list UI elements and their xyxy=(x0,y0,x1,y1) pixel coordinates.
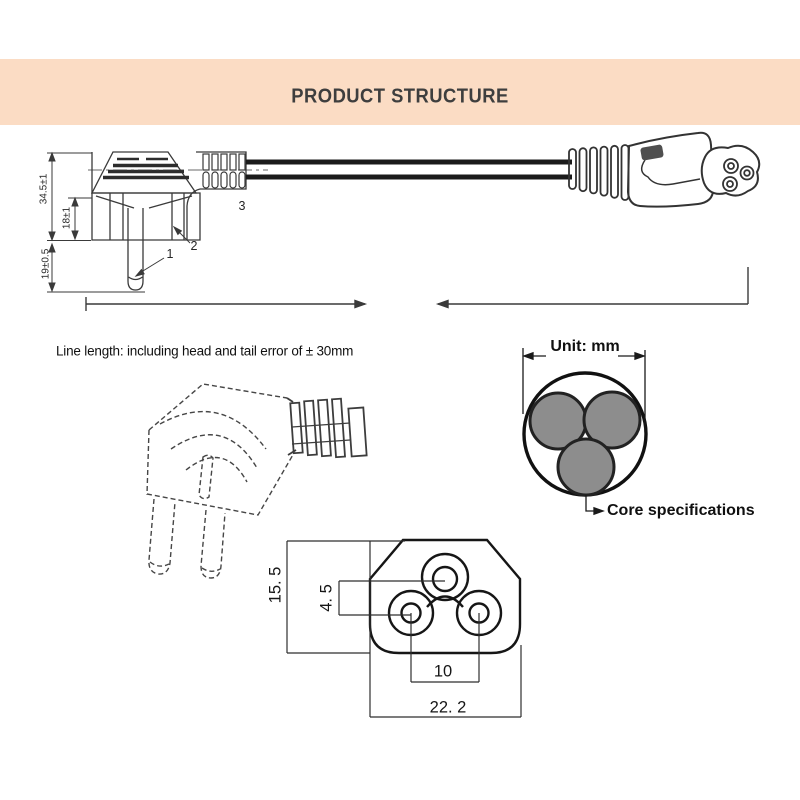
unit-label: Unit: mm xyxy=(550,338,620,355)
cable-lines xyxy=(246,162,572,177)
core-wire xyxy=(558,439,614,495)
dim-pin-length: 19±0.5 xyxy=(40,248,52,280)
sketch-strain-relief xyxy=(287,398,367,457)
length-note: Line length: including head and tail error of ± 30mm xyxy=(56,343,354,359)
length-dimension-line xyxy=(86,267,748,311)
c5-face-drawing xyxy=(370,540,520,653)
plug-3d-sketch xyxy=(147,384,294,578)
part-label-body: 2 xyxy=(190,239,198,253)
dim-face-height: 15. 5 xyxy=(266,566,285,604)
connector-label-patch xyxy=(640,144,664,161)
part-label-strain-relief: 3 xyxy=(238,199,246,213)
dim-pin-offset: 4. 5 xyxy=(317,584,336,612)
dim-face-width: 22. 2 xyxy=(429,698,467,717)
part-label-pin: 1 xyxy=(166,247,174,261)
dim-body-height: 18±1 xyxy=(61,206,73,230)
c5-connector-side-view xyxy=(569,133,759,207)
core-specifications-label: Core specifications xyxy=(607,502,755,519)
dim-overall-height: 34.5±1 xyxy=(38,173,50,205)
plug-side-view xyxy=(88,152,268,290)
page-title: PRODUCT STRUCTURE xyxy=(291,85,509,108)
dim-pin-spacing: 10 xyxy=(433,662,453,681)
cable-cross-section xyxy=(524,373,646,495)
